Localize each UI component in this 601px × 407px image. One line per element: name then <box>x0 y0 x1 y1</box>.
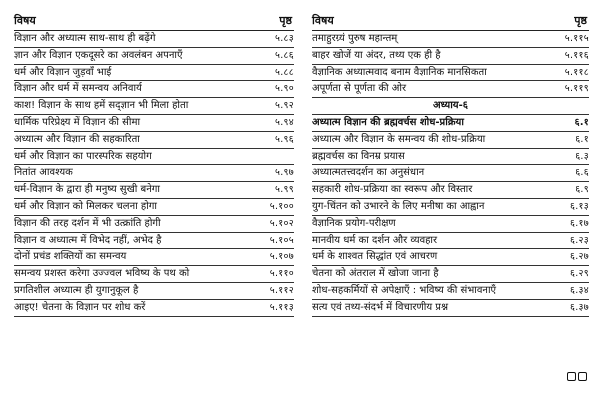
header-page-label: पृष्ठ <box>574 14 587 27</box>
toc-entry-title: सत्य एवं तथ्य-संदर्भ में विचारणीय प्रश्न <box>312 301 449 313</box>
toc-entry <box>14 266 294 283</box>
toc-entry-page-number: ५.८३ <box>274 33 294 44</box>
toc-entry-title: चेतना को अंतराल में खोजा जाना है <box>312 268 439 280</box>
toc-entry-title: धर्म और विज्ञान को मिलकर चलना होगा <box>14 200 158 212</box>
toc-entry-page-number: ६.१ <box>574 116 589 128</box>
toc-entry-title: अध्याय-६ <box>433 100 468 112</box>
toc-entry-title: वैज्ञानिक प्रयोग-परीक्षण <box>312 217 396 229</box>
toc-entry-title: विज्ञान और अध्यात्म साथ-साथ ही बढ़ेंगे <box>14 33 156 44</box>
toc-list-left <box>14 31 294 317</box>
toc-header-left <box>14 12 294 31</box>
toc-entry <box>312 81 589 98</box>
toc-entry-page-number: ५.१०० <box>269 200 294 212</box>
toc-entry-page-number: ६.३७ <box>569 301 589 313</box>
toc-entry-page-number: ५.११५ <box>564 33 589 44</box>
toc-entry-title: अध्यात्म विज्ञान की ब्रह्मवर्चस शोध-प्रक्रिया <box>312 116 464 128</box>
toc-entry-page-number: ५.११२ <box>269 284 294 296</box>
toc-entry-page-number: ५.९७ <box>274 167 294 179</box>
toc-entry <box>14 65 294 82</box>
toc-entry-title: दोनों प्रचंड शक्तियों का समन्वय <box>14 251 127 263</box>
toc-entry-page-number: ६.१ <box>575 133 589 145</box>
chapter-heading <box>312 98 589 115</box>
toc-entry-title: युग-चिंतन को उभारने के लिए मनीषा का आह्वान <box>312 200 485 212</box>
toc-entry <box>14 216 294 233</box>
toc-entry-title: ब्रह्मवर्चस का विनम्र प्रयास <box>312 150 405 162</box>
toc-entry-title: शोध-सहकर्मियों से अपेक्षाएँ : भविष्य की संभावनाएँ <box>312 284 497 296</box>
toc-entry-title: विज्ञान व अध्यात्म में विभेद नहीं, अभेद है <box>14 234 162 246</box>
toc-entry <box>312 149 589 166</box>
toc-entry-title: विज्ञान की तरह दर्शन में भी उत्क्रांति होगी <box>14 217 161 229</box>
toc-entry-title: मानवीय धर्म का दर्शन और व्यवहार <box>312 234 438 246</box>
toc-entry <box>14 165 294 182</box>
toc-entry-page-number: ५.९९ <box>274 184 294 196</box>
toc-entry-page-number: ५.११६ <box>564 49 589 61</box>
toc-entry-page-number: ६.६ <box>575 167 589 179</box>
end-mark-icon <box>567 372 587 381</box>
toc-entry <box>14 300 294 317</box>
toc-entry-page-number: ६.२७ <box>569 251 589 263</box>
toc-entry <box>312 65 589 82</box>
toc-entry <box>312 48 589 65</box>
toc-entry-page-number: ५.११० <box>269 268 294 280</box>
toc-list-right <box>312 31 589 317</box>
toc-entry <box>14 81 294 98</box>
toc-entry <box>312 266 589 283</box>
toc-entry <box>312 300 589 317</box>
toc-entry <box>312 165 589 182</box>
toc-entry <box>14 98 294 115</box>
toc-entry-page-number: ६.९ <box>575 184 589 196</box>
toc-entry-page-number: ५.११३ <box>269 301 294 313</box>
toc-entry-title: समन्वय प्रशस्त करेगा उज्ज्वल भविष्य के पथ को <box>14 268 190 280</box>
toc-entry-page-number: ६.३ <box>575 150 589 162</box>
toc-entry-title: धर्म-विज्ञान के द्वारा ही मनुष्य सुखी बनेगा <box>14 184 161 196</box>
toc-entry-title: अध्यात्म और विज्ञान की सहकारिता <box>14 133 140 145</box>
toc-entry-title: तमाहुरग्र्यं पुरुष महान्तम् <box>312 33 398 44</box>
toc-entry <box>14 182 294 199</box>
toc-entry-page-number: ६.३४ <box>569 284 589 296</box>
toc-entry-page-number: ५.९४ <box>274 116 294 128</box>
toc-entry <box>14 149 294 166</box>
toc-entry-page-number: ५.११९ <box>564 83 589 95</box>
toc-entry-page-number: ६.२३ <box>569 234 589 246</box>
toc-entry-page-number: ५.८८ <box>274 66 294 78</box>
toc-entry-title: धर्म और विज्ञान का पारस्परिक सहयोग <box>14 150 152 162</box>
toc-entry-page-number: ५.१०५ <box>269 234 294 246</box>
toc-entry-page-number: ६.१३ <box>569 200 589 212</box>
toc-entry <box>14 132 294 149</box>
toc-entry-page-number: ५.९६ <box>274 133 294 145</box>
toc-entry-title: सहकारी शोध-प्रक्रिया का स्वरूप और विस्तार <box>312 184 473 196</box>
header-page-label: पृष्ठ <box>279 14 292 27</box>
toc-entry-title: धार्मिक परिप्रेक्ष्य में विज्ञान की सीमा <box>14 116 141 128</box>
toc-entry-page-number: ५.११८ <box>564 66 589 78</box>
toc-entry <box>14 31 294 48</box>
toc-entry <box>312 31 589 48</box>
toc-entry-page-number: ५.१०७ <box>269 251 294 263</box>
toc-column-left <box>14 12 294 317</box>
toc-entry <box>14 283 294 300</box>
toc-entry-title: धर्म और विज्ञान जुड़वाँ भाई <box>14 66 112 78</box>
toc-entry <box>14 249 294 266</box>
toc-header-right <box>312 12 589 31</box>
toc-entry-page-number: ५.९० <box>274 83 294 95</box>
toc-column-right <box>312 12 589 317</box>
toc-entry-title: ज्ञान और विज्ञान एकदूसरे का अवलंबन अपनाएँ <box>14 49 183 61</box>
toc-entry-title: अध्यात्मतत्त्वदर्शन का अनुसंधान <box>312 167 425 179</box>
toc-entry <box>312 249 589 266</box>
header-subject-label: विषय <box>312 14 334 27</box>
toc-entry-page-number: ६.१७ <box>569 217 589 229</box>
toc-entry <box>14 233 294 250</box>
toc-entry <box>312 199 589 216</box>
toc-entry-title: काश! विज्ञान के साथ हमें सद्ज्ञान भी मिला होता <box>14 100 189 112</box>
toc-entry <box>312 115 589 132</box>
toc-entry-page-number: ६.२९ <box>569 268 589 280</box>
toc-entry <box>312 216 589 233</box>
toc-entry <box>312 182 589 199</box>
toc-entry-title: विज्ञान और धर्म में समन्वय अनिवार्य <box>14 83 142 95</box>
toc-entry-page-number: ५.८६ <box>274 49 294 61</box>
toc-entry-title: अध्यात्म और विज्ञान के समन्वय की शोध-प्रक्रिया <box>312 133 486 145</box>
toc-entry-page-number: ५.१०२ <box>269 217 294 229</box>
toc-entry-title: नितांत आवश्यक <box>14 167 73 179</box>
toc-entry <box>14 115 294 132</box>
toc-entry <box>312 132 589 149</box>
toc-entry-title: बाहर खोजें या अंदर, तथ्य एक ही है <box>312 49 441 61</box>
toc-entry-title: आइए! चेतना के विज्ञान पर शोध करें <box>14 301 146 313</box>
header-subject-label: विषय <box>14 14 36 27</box>
toc-entry <box>312 233 589 250</box>
toc-entry-page-number: ५.९२ <box>274 100 294 112</box>
toc-entry <box>14 199 294 216</box>
toc-entry-title: अपूर्णता से पूर्णता की ओर <box>312 83 407 95</box>
toc-entry-title: वैज्ञानिक अध्यात्मवाद बनाम वैज्ञानिक मानसिकता <box>312 66 487 78</box>
toc-entry-title: प्रगतिशील अध्यात्म ही युगानुकूल है <box>14 284 139 296</box>
toc-entry-title: धर्म के शाश्वत सिद्धांत एवं आचरण <box>312 251 438 263</box>
toc-entry <box>312 283 589 300</box>
toc-entry <box>14 48 294 65</box>
